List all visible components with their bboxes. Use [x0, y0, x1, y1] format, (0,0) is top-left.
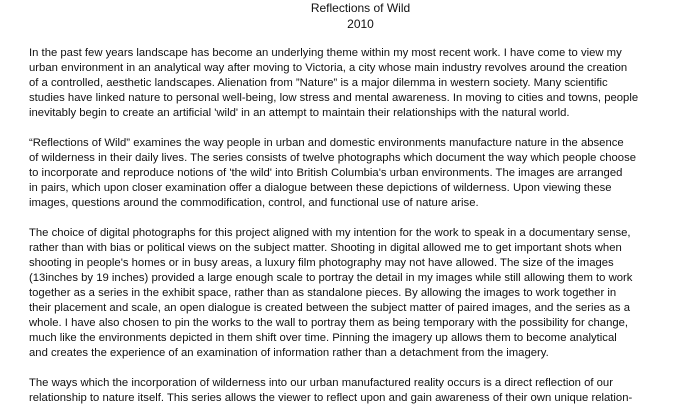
paragraph-line: in pairs, which upon closer examination offer a dialogue between these depictions of wilderness. Upon viewing these — [29, 182, 612, 194]
document-header — [29, 0, 692, 32]
paragraph-line: In the past few years landscape has become an underlying theme within my most recent work. I have come to view my — [29, 47, 622, 59]
paragraph-line: The choice of digital photographs for this project aligned with my intention for the work to speak in a documentary sense, — [29, 227, 631, 239]
paragraph-1 — [29, 46, 692, 121]
paragraph-line: to incorporate and reproduce notions of 'the wild' into British Columbia's urban environments. The images are arranged — [29, 167, 623, 179]
paragraph-line: together as a series in the exhibit space, rather than as standalone pieces. By allowing the images to work together in — [29, 287, 617, 299]
paragraph-gap — [29, 361, 692, 376]
paragraph-line: (13inches by 19 inches) provided a large enough scale to portray the detail in my images while still allowing them to work — [29, 272, 633, 284]
document-year: 2010 — [347, 17, 374, 31]
paragraph-line: inevitably begin to create an artificial 'wild' in an attempt to maintain their relationships with the natural world. — [29, 107, 570, 119]
paragraph-line: rather than with bias or political views on the subject matter. Shooting in digital allowed me to get important shots when — [29, 242, 622, 254]
paragraph-line: whole. I have also chosen to pin the works to the wall to portray them as being temporary with the possibility for change, — [29, 317, 629, 329]
paragraph-line: of wilderness in their daily lives. The series consists of twelve photographs which document the way which people choose — [29, 152, 637, 164]
paragraph-line: relationship to nature itself. This series allows the viewer to reflect upon and gain awareness of their own unique relation- — [29, 392, 633, 404]
paragraph-line: The ways which the incorporation of wilderness into our urban manufactured reality occurs is a direct reflection of our — [29, 377, 613, 389]
paragraph-gap — [29, 121, 692, 136]
paragraph-line: shooting in people's homes or in busy areas, a luxury film photography may not have allowed. The size of the images — [29, 257, 614, 269]
document-title: Reflections of Wild — [310, 1, 411, 15]
paragraph-2 — [29, 136, 692, 211]
paragraph-line: “Reflections of Wild” examines the way people in urban and domestic environments manufacture nature in the absence — [29, 137, 624, 149]
paragraph-3 — [29, 226, 692, 361]
paragraph-line: their placement and scale, an open dialogue is created between the subject matter of paired images, and the series as a — [29, 302, 630, 314]
paragraph-line: and creates the experience of an examination of information rather than a detachment from the imagery. — [29, 347, 549, 359]
paragraph-line: studies have linked nature to personal well-being, low stress and mental awareness. In moving to cities and towns, people — [29, 92, 639, 104]
paragraph-line: images, questions around the commodification, control, and functional use of nature arise. — [29, 197, 479, 209]
paragraph-line: much like the environments depicted in them shift over time. Pinning the imagery up allows them to become analytical — [29, 332, 617, 344]
paragraph-4 — [29, 376, 692, 406]
paragraph-line: urban environment in an analytical way after moving to Victoria, a city whose main industry revolves around the creation — [29, 62, 628, 74]
paragraph-gap — [29, 211, 692, 226]
paragraph-line: of a controlled, aesthetic landscapes. Alienation from ”Nature” is a major dilemma in western society. Many scientific — [29, 77, 608, 89]
